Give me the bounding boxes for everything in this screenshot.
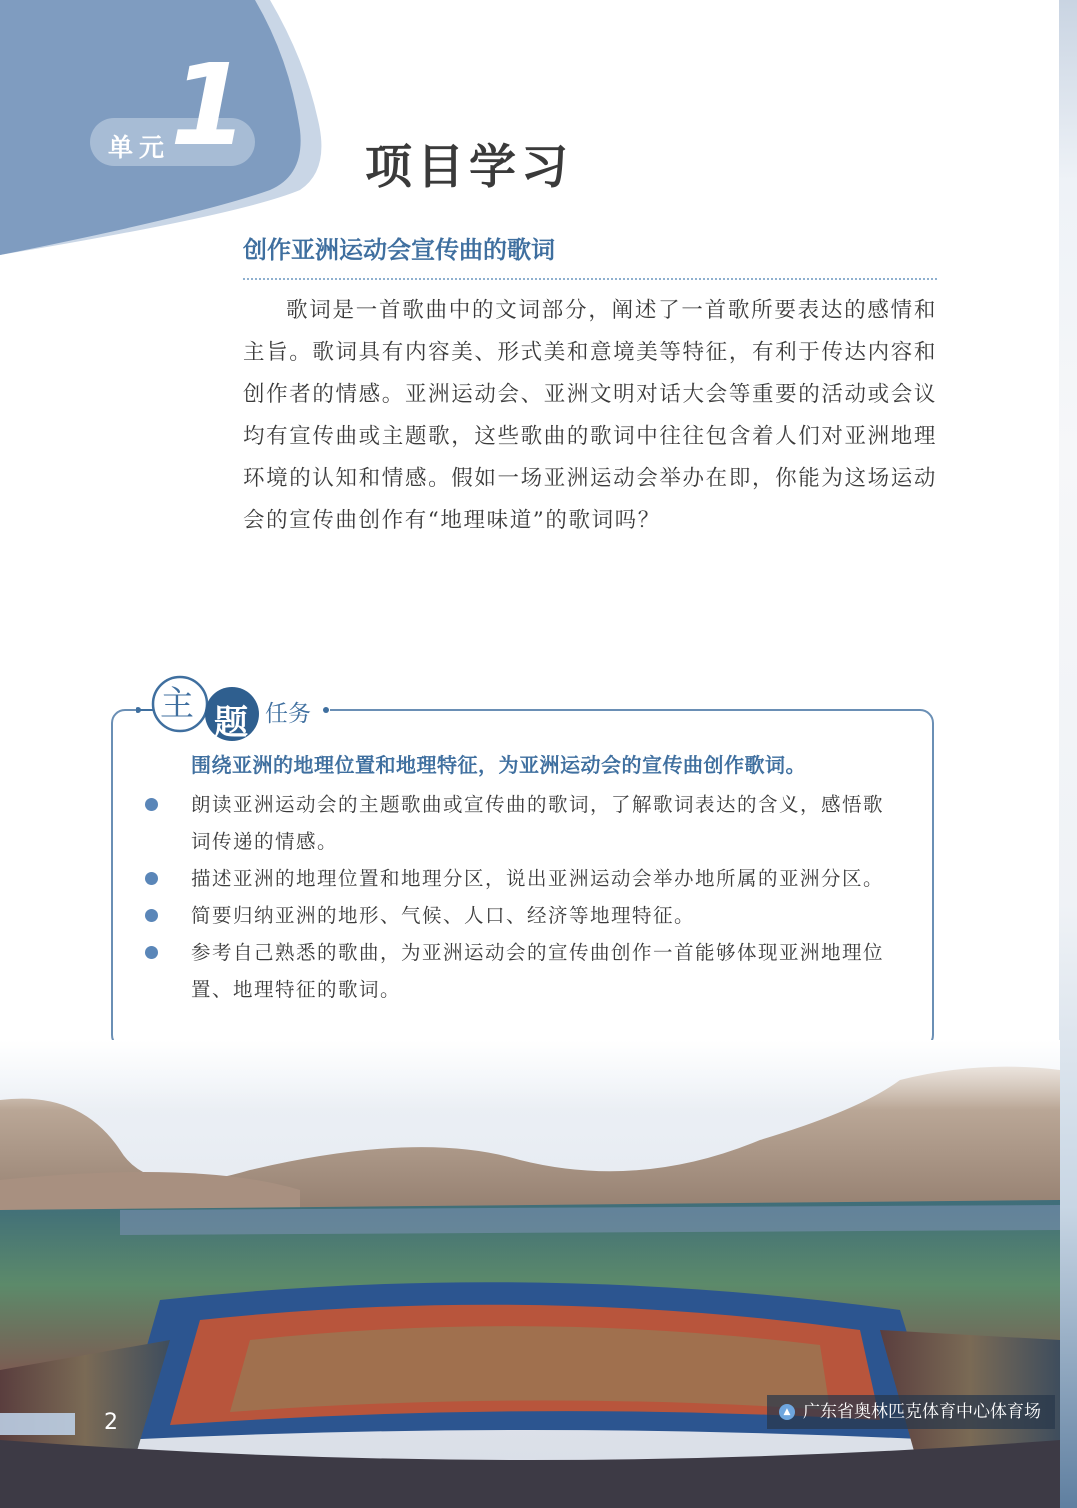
badge-suffix: 任务 [265,701,311,727]
list-item [140,786,900,860]
photo-caption [767,1395,1055,1429]
task-lead: 围绕亚洲的地理位置和地理特征，为亚洲运动会的宣传曲创作歌词。 [191,753,806,777]
list-item-text: 朗读亚洲运动会的主题歌曲或宣传曲的歌词，了解歌词表达的含义，感悟歌词传递的情感。 [191,793,885,853]
intro-paragraph: 歌词是一首歌曲中的文词部分，阐述了一首歌所要表达的感情和主旨。歌词具有内容美、形式美和意境美等特征，有利于传达内容和创作者的情感。亚洲运动会、亚洲文明对话大会等重要的活动或会议均有宣传曲或主题歌，这些歌曲的歌词中往往包含着人们对亚洲地理环境的认知和情感。假如一场亚洲运动会举办在即，你能为这场运动会的宣传曲创作有“地理味道”的歌词吗？ [243,298,937,533]
badge-char-ti: 题 [214,703,248,743]
bullet-dot-icon [145,798,158,811]
list-item-text: 参考自己熟悉的歌曲，为亚洲运动会的宣传曲创作一首能够体现亚洲地理位置、地理特征的歌词。 [191,941,885,1001]
triangle-marker-icon: ▲ [779,1404,795,1420]
section-heading: 创作亚洲运动会宣传曲的歌词 [243,236,555,264]
bullet-dot-icon [145,872,158,885]
page-edge-strip [1059,0,1077,1508]
bullet-dot-icon [145,946,158,959]
stadium-photo [0,1040,1060,1508]
list-item-text: 描述亚洲的地理位置和地理分区，说出亚洲运动会举办地所属的亚洲分区。 [191,867,885,890]
page-title: 项目学习 [365,140,573,195]
page-number-bar [0,1413,75,1435]
dotted-divider [243,278,937,280]
list-item [140,897,900,934]
bullet-dot-icon [145,909,158,922]
list-item [140,860,900,897]
page-number: 2 [104,1410,118,1435]
photo-caption-text: 广东省奥林匹克体育中心体育场 [803,1402,1041,1422]
unit-label: 单元 [108,133,171,162]
list-item-text: 简要归纳亚洲的地形、气候、人口、经济等地理特征。 [191,904,696,927]
badge-char-zhu: 主 [160,684,194,724]
task-list [140,786,900,1008]
list-item [140,934,900,1008]
unit-number: 1 [170,41,248,171]
